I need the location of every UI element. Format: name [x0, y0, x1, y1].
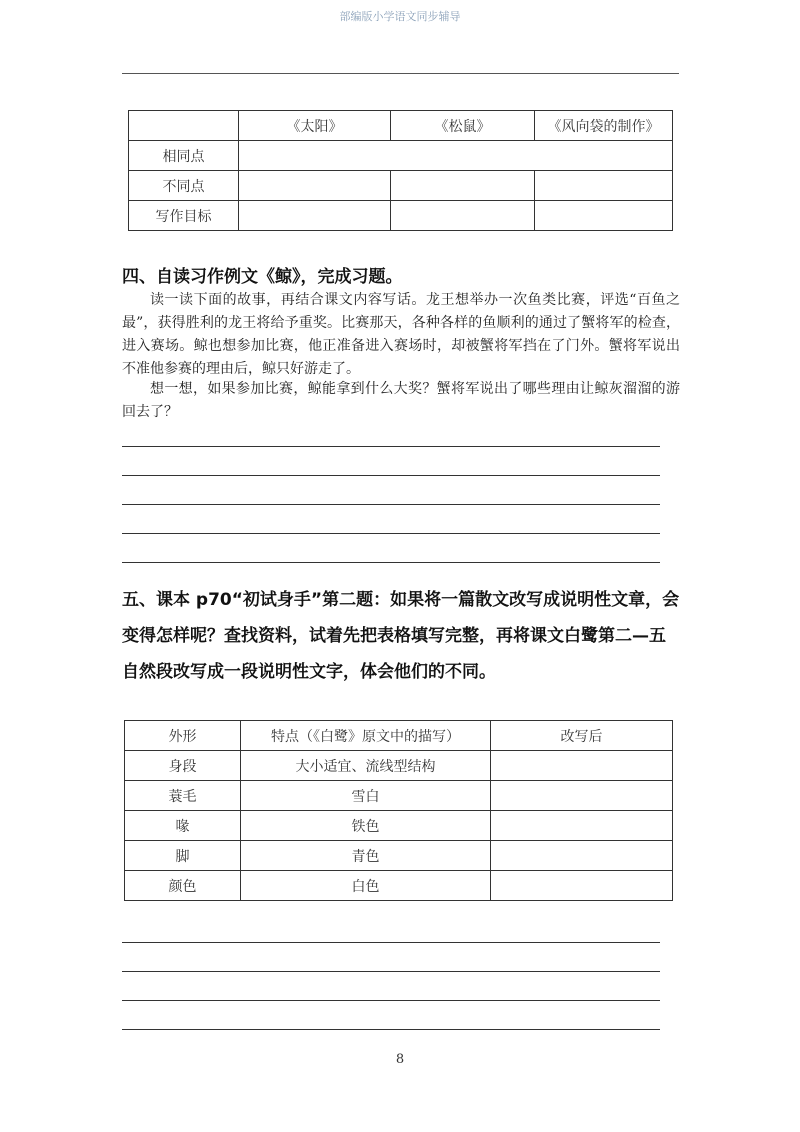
page-number: 8 [395, 1052, 405, 1067]
egret-table [124, 720, 673, 901]
table-header-row [129, 111, 673, 141]
answer-line[interactable] [122, 562, 660, 563]
feature-cell: 脚 [125, 841, 241, 871]
description-cell: 青色 [241, 841, 491, 871]
table-row [125, 811, 673, 841]
answer-line[interactable] [122, 446, 660, 447]
table-header-cell: 《松鼠》 [391, 111, 535, 141]
table-row [125, 751, 673, 781]
section4-title: 四、自读习作例文《鲸》，完成习题。 [122, 267, 403, 287]
table-row [125, 781, 673, 811]
header-divider [122, 73, 679, 74]
section4-story: 读一读下面的故事，再结合课文内容写话。龙王想举办一次鱼类比赛，评选“百鱼之最”，获得胜利的龙王将给予重奖。比赛那天，各种各样的鱼顺利的通过了蟹将军的检查，进入赛场。鲸也想参加比赛，他正准备进入赛场时，却被蟹将军挡在了门外。蟹将军说出不准他参赛的理由后，鲸只好游走了。 [122, 292, 680, 377]
comparison-table [128, 110, 673, 231]
row-label: 相同点 [129, 141, 239, 171]
answer-cell[interactable] [239, 171, 391, 201]
description-cell: 雪白 [241, 781, 491, 811]
answer-line[interactable] [122, 533, 660, 534]
description-cell: 白色 [241, 871, 491, 901]
answer-line[interactable] [122, 1029, 660, 1030]
section5-title: 五、课本 p70“初试身手”第二题：如果将一篇散文改写成说明性文章，会变得怎样呢？查找资料，试着先把表格填写完整，再将课文白鹭第二—五自然段改写成一段说明性文字，体会他们的不同。 [122, 590, 680, 682]
table-row [129, 141, 673, 171]
table-header-cell: 外形 [125, 721, 241, 751]
row-label: 不同点 [129, 171, 239, 201]
rewrite-cell[interactable] [491, 841, 673, 871]
feature-cell: 身段 [125, 751, 241, 781]
rewrite-cell[interactable] [491, 751, 673, 781]
section4-question: 想一想，如果参加比赛，鲸能拿到什么大奖？蟹将军说出了哪些理由让鲸灰溜溜的游回去了？ [122, 381, 680, 420]
table-row [125, 841, 673, 871]
answer-line[interactable] [122, 504, 660, 505]
answer-cell[interactable] [239, 201, 391, 231]
table-header-cell [129, 111, 239, 141]
row-label: 写作目标 [129, 201, 239, 231]
description-cell: 铁色 [241, 811, 491, 841]
feature-cell: 蓑毛 [125, 781, 241, 811]
rewrite-cell[interactable] [491, 811, 673, 841]
answer-cell[interactable] [535, 171, 673, 201]
answer-line[interactable] [122, 971, 660, 972]
table-header-cell: 《风向袋的制作》 [535, 111, 673, 141]
answer-cell[interactable] [239, 141, 673, 171]
table-header-row [125, 721, 673, 751]
description-cell: 大小适宜、流线型结构 [241, 751, 491, 781]
rewrite-cell[interactable] [491, 781, 673, 811]
rewrite-cell[interactable] [491, 871, 673, 901]
table-header-cell: 特点（《白鹭》原文中的描写） [241, 721, 491, 751]
answer-line[interactable] [122, 942, 660, 943]
table-row [129, 171, 673, 201]
table-row [125, 871, 673, 901]
feature-cell: 颜色 [125, 871, 241, 901]
answer-cell[interactable] [391, 201, 535, 231]
table-header-cell: 改写后 [491, 721, 673, 751]
answer-line[interactable] [122, 1000, 660, 1001]
answer-cell[interactable] [391, 171, 535, 201]
answer-line[interactable] [122, 475, 660, 476]
answer-cell[interactable] [535, 201, 673, 231]
table-row [129, 201, 673, 231]
table-header-cell: 《太阳》 [239, 111, 391, 141]
feature-cell: 喙 [125, 811, 241, 841]
page-header: 部编版小学语文同步辅导 [339, 10, 461, 23]
